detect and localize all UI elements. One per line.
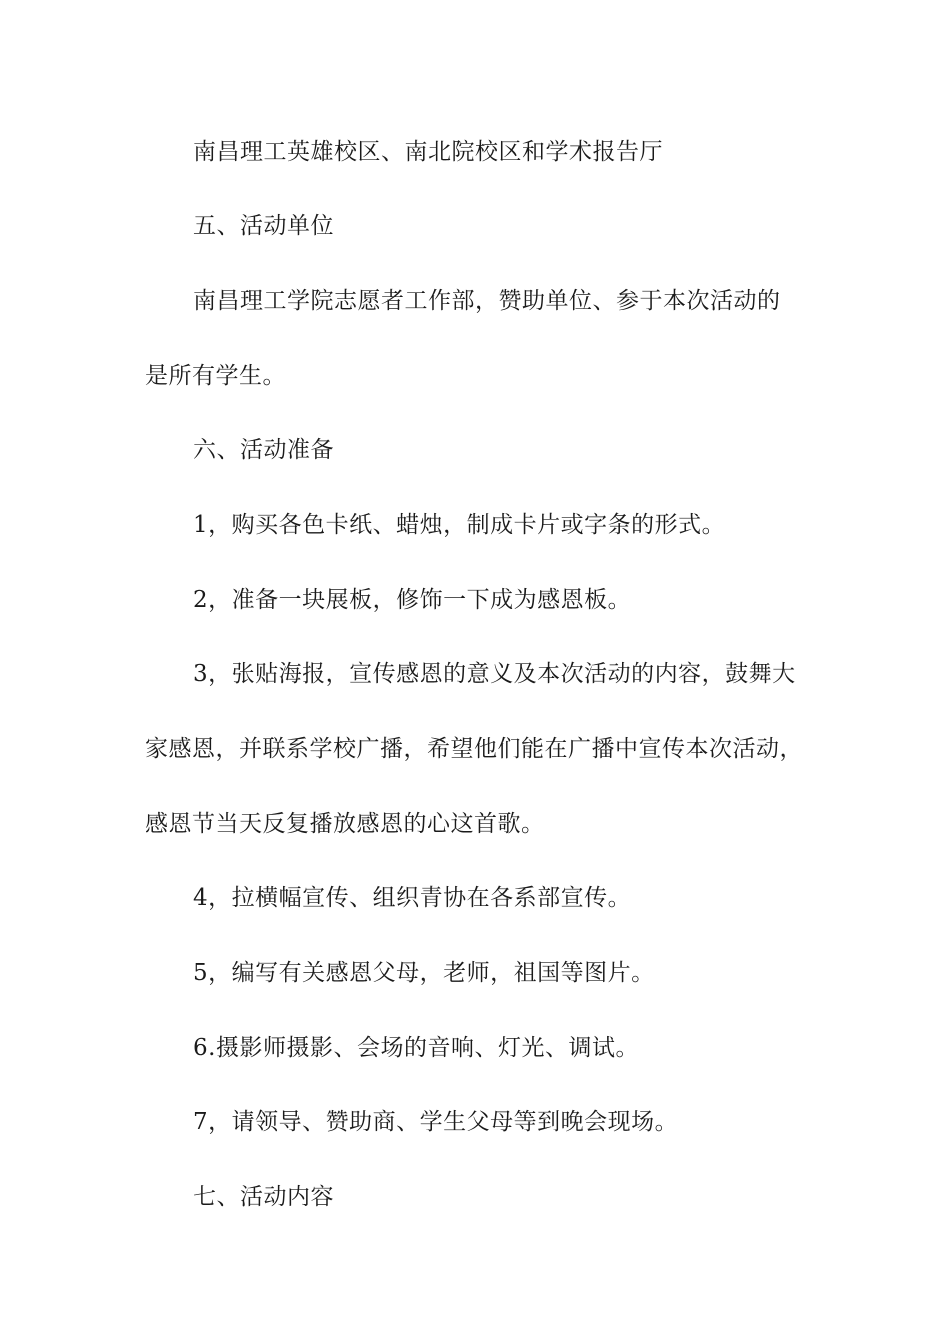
organizer-line-2: 是所有学生。 <box>145 363 286 389</box>
prep-item-3-line-2: 家感恩，并联系学校广播，希望他们能在广播中宣传本次活动， <box>145 736 803 762</box>
prep-item-1: 1，购买各色卡纸、蜡烛，制成卡片或字条的形式。 <box>193 512 726 538</box>
prep-item-4: 4，拉横幅宣传、组织青协在各系部宣传。 <box>193 885 632 911</box>
prep-item-6: 6.摄影师摄影、会场的音响、灯光、调试。 <box>193 1035 639 1061</box>
section-heading-five: 五、活动单位 <box>193 213 334 239</box>
prep-item-3-line-1: 3，张贴海报，宣传感恩的意义及本次活动的内容，鼓舞大 <box>193 661 796 687</box>
prep-item-7: 7，请领导、赞助商、学生父母等到晚会现场。 <box>193 1109 679 1135</box>
prep-item-2: 2，准备一块展板，修饰一下成为感恩板。 <box>193 587 632 613</box>
prep-item-5: 5，编写有关感恩父母，老师，祖国等图片。 <box>193 960 655 986</box>
section-heading-seven: 七、活动内容 <box>193 1184 334 1210</box>
organizer-line-1: 南昌理工学院志愿者工作部，赞助单位、参于本次活动的 <box>193 288 781 314</box>
prep-item-3-line-3: 感恩节当天反复播放感恩的心这首歌。 <box>145 811 545 837</box>
section-heading-six: 六、活动准备 <box>193 437 334 463</box>
venue-line: 南昌理工英雄校区、南北院校区和学术报告厅 <box>193 139 663 165</box>
